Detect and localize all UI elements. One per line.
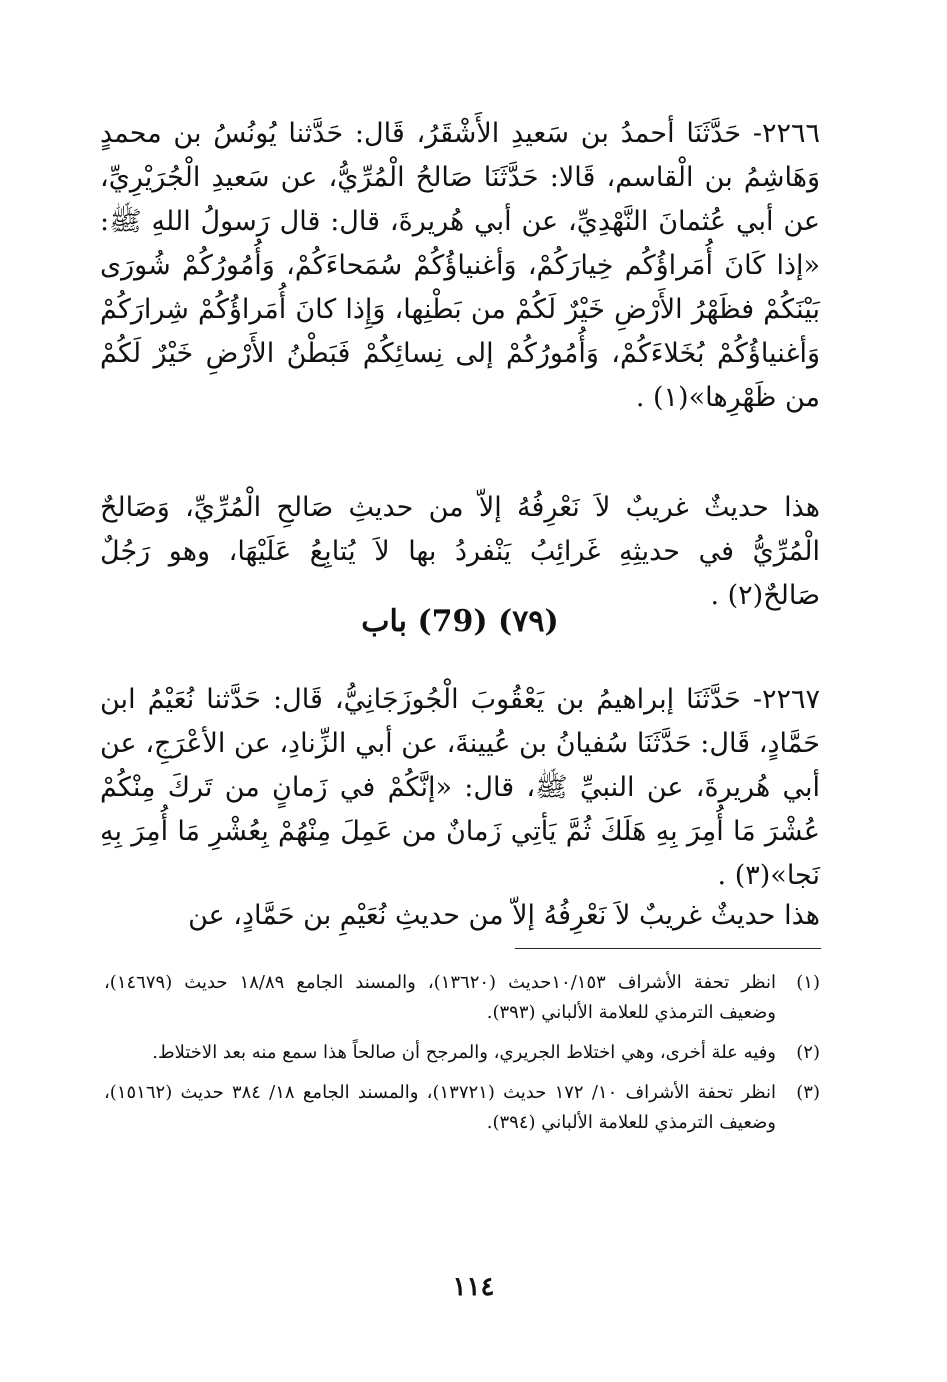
hadith-2267-commentary: هذا حديثٌ غريبٌ لاَ نَعْرِفُهُ إلاّ من حديثِ نُعَيْمِ بن حَمَّادٍ، عن <box>188 900 820 931</box>
chapter-heading: (٧٩) (79) باب <box>361 604 559 639</box>
page-number: ١١٤ <box>452 1272 495 1302</box>
footnotes <box>104 968 820 1148</box>
footnote-text: انظر تحفة الأشراف ١٠/١٥٣حديث (١٣٦٢٠)، والمسند الجامع ١٨/٨٩ حديث (١٤٦٧٩)، وضعيف الترمذي للعلامة الألباني (٣٩٣). <box>104 972 776 1023</box>
footnote-text: وفيه علة أخرى، وهي اختلاط الجريري، والمرجح أن صالحاً هذا سمع منه بعد الاختلاط. <box>152 1042 776 1063</box>
footnote-number: (١) <box>796 972 820 993</box>
footnote-number: (٢) <box>796 1042 820 1063</box>
footnote-item <box>104 1078 820 1138</box>
footnote-separator <box>515 948 821 949</box>
hadith-2266-text: ٢٢٦٦- حَدَّثَنَا أحمدُ بن سَعيدِ الأَشْقَرُ، قَال: حَدَّثنا يُونُسُ بن محمدٍ وَهَاشِمُ بن الْقاسم، قَالا: حَدَّثَنَا صَالحُ الْمُرِّيُّ، عن سَعيدِ الْجُرَيْرِيِّ، عن أبي عُثمانَ النَّهْدِيِّ، عن أبي هُريرةَ، قال: قال رَسولُ اللهِ ﷺ: «إذا كَانَ أُمَراؤُكُم خِيارَكُمْ، وَأغنياؤُكُمْ سُمَحاءَكُمْ، وَأُمُورُكُمْ شُورَى بَيْنَكُمْ فظَهْرُ الأَرْضِ خَيْرٌ لَكُمْ من بَطْنِها، وَإِذا كانَ أُمَراؤُكُمْ شِرارَكُمْ وَأغنياؤُكُمْ بُخَلاءَكُمْ، وَأُمُورُكُمْ إلى نِسائِكُمْ فَبَطْنُ الأَرْضِ خَيْرٌ لَكُمْ من ظَهْرِها»(١) . <box>100 118 820 413</box>
footnote-item <box>104 968 820 1028</box>
hadith-2266-commentary: هذا حديثٌ غريبٌ لاَ نَعْرِفُهُ إلاّ من حديثِ صَالحِ الْمُرِّيِّ، وَصَالحٌ الْمُرِّيُّ في حديثِهِ غَرائِبُ يَنْفردُ بها لاَ يُتابِعُ عَلَيْهَا، وهو رَجُلٌ صَالحٌ(٢) . <box>100 492 820 611</box>
footnote-item <box>104 1038 820 1068</box>
footnote-number: (٣) <box>796 1082 820 1103</box>
footnote-text: انظر تحفة الأشراف ١٠/ ١٧٢ حديث (١٣٧٢١)، والمسند الجامع ١٨/ ٣٨٤ حديث (١٥١٦٢)، وضعيف الترمذي للعلامة الألباني (٣٩٤). <box>104 1082 776 1133</box>
hadith-2267-text: ٢٢٦٧- حَدَّثَنَا إبراهيمُ بن يَعْقُوبَ الْجُوزَجَانِيُّ، قَال: حَدَّثنا نُعَيْمُ ابن حَمَّادٍ، قَال: حَدَّثَنَا سُفيانُ بن عُيينةَ، عن أبي الزِّنادِ، عن الأعْرَجِ، عن أبي هُريرةَ، عن النبيِّ ﷺ، قال: «إنَّكُمْ في زَمانٍ من تَركَ مِنْكُمْ عُشْرَ مَا أُمِرَ بِهِ هَلَكَ ثُمَّ يَأتِي زَمانٌ من عَمِلَ مِنْهُمْ بِعُشْرِ مَا أُمِرَ بِهِ نَجا»(٣) . <box>100 684 820 891</box>
